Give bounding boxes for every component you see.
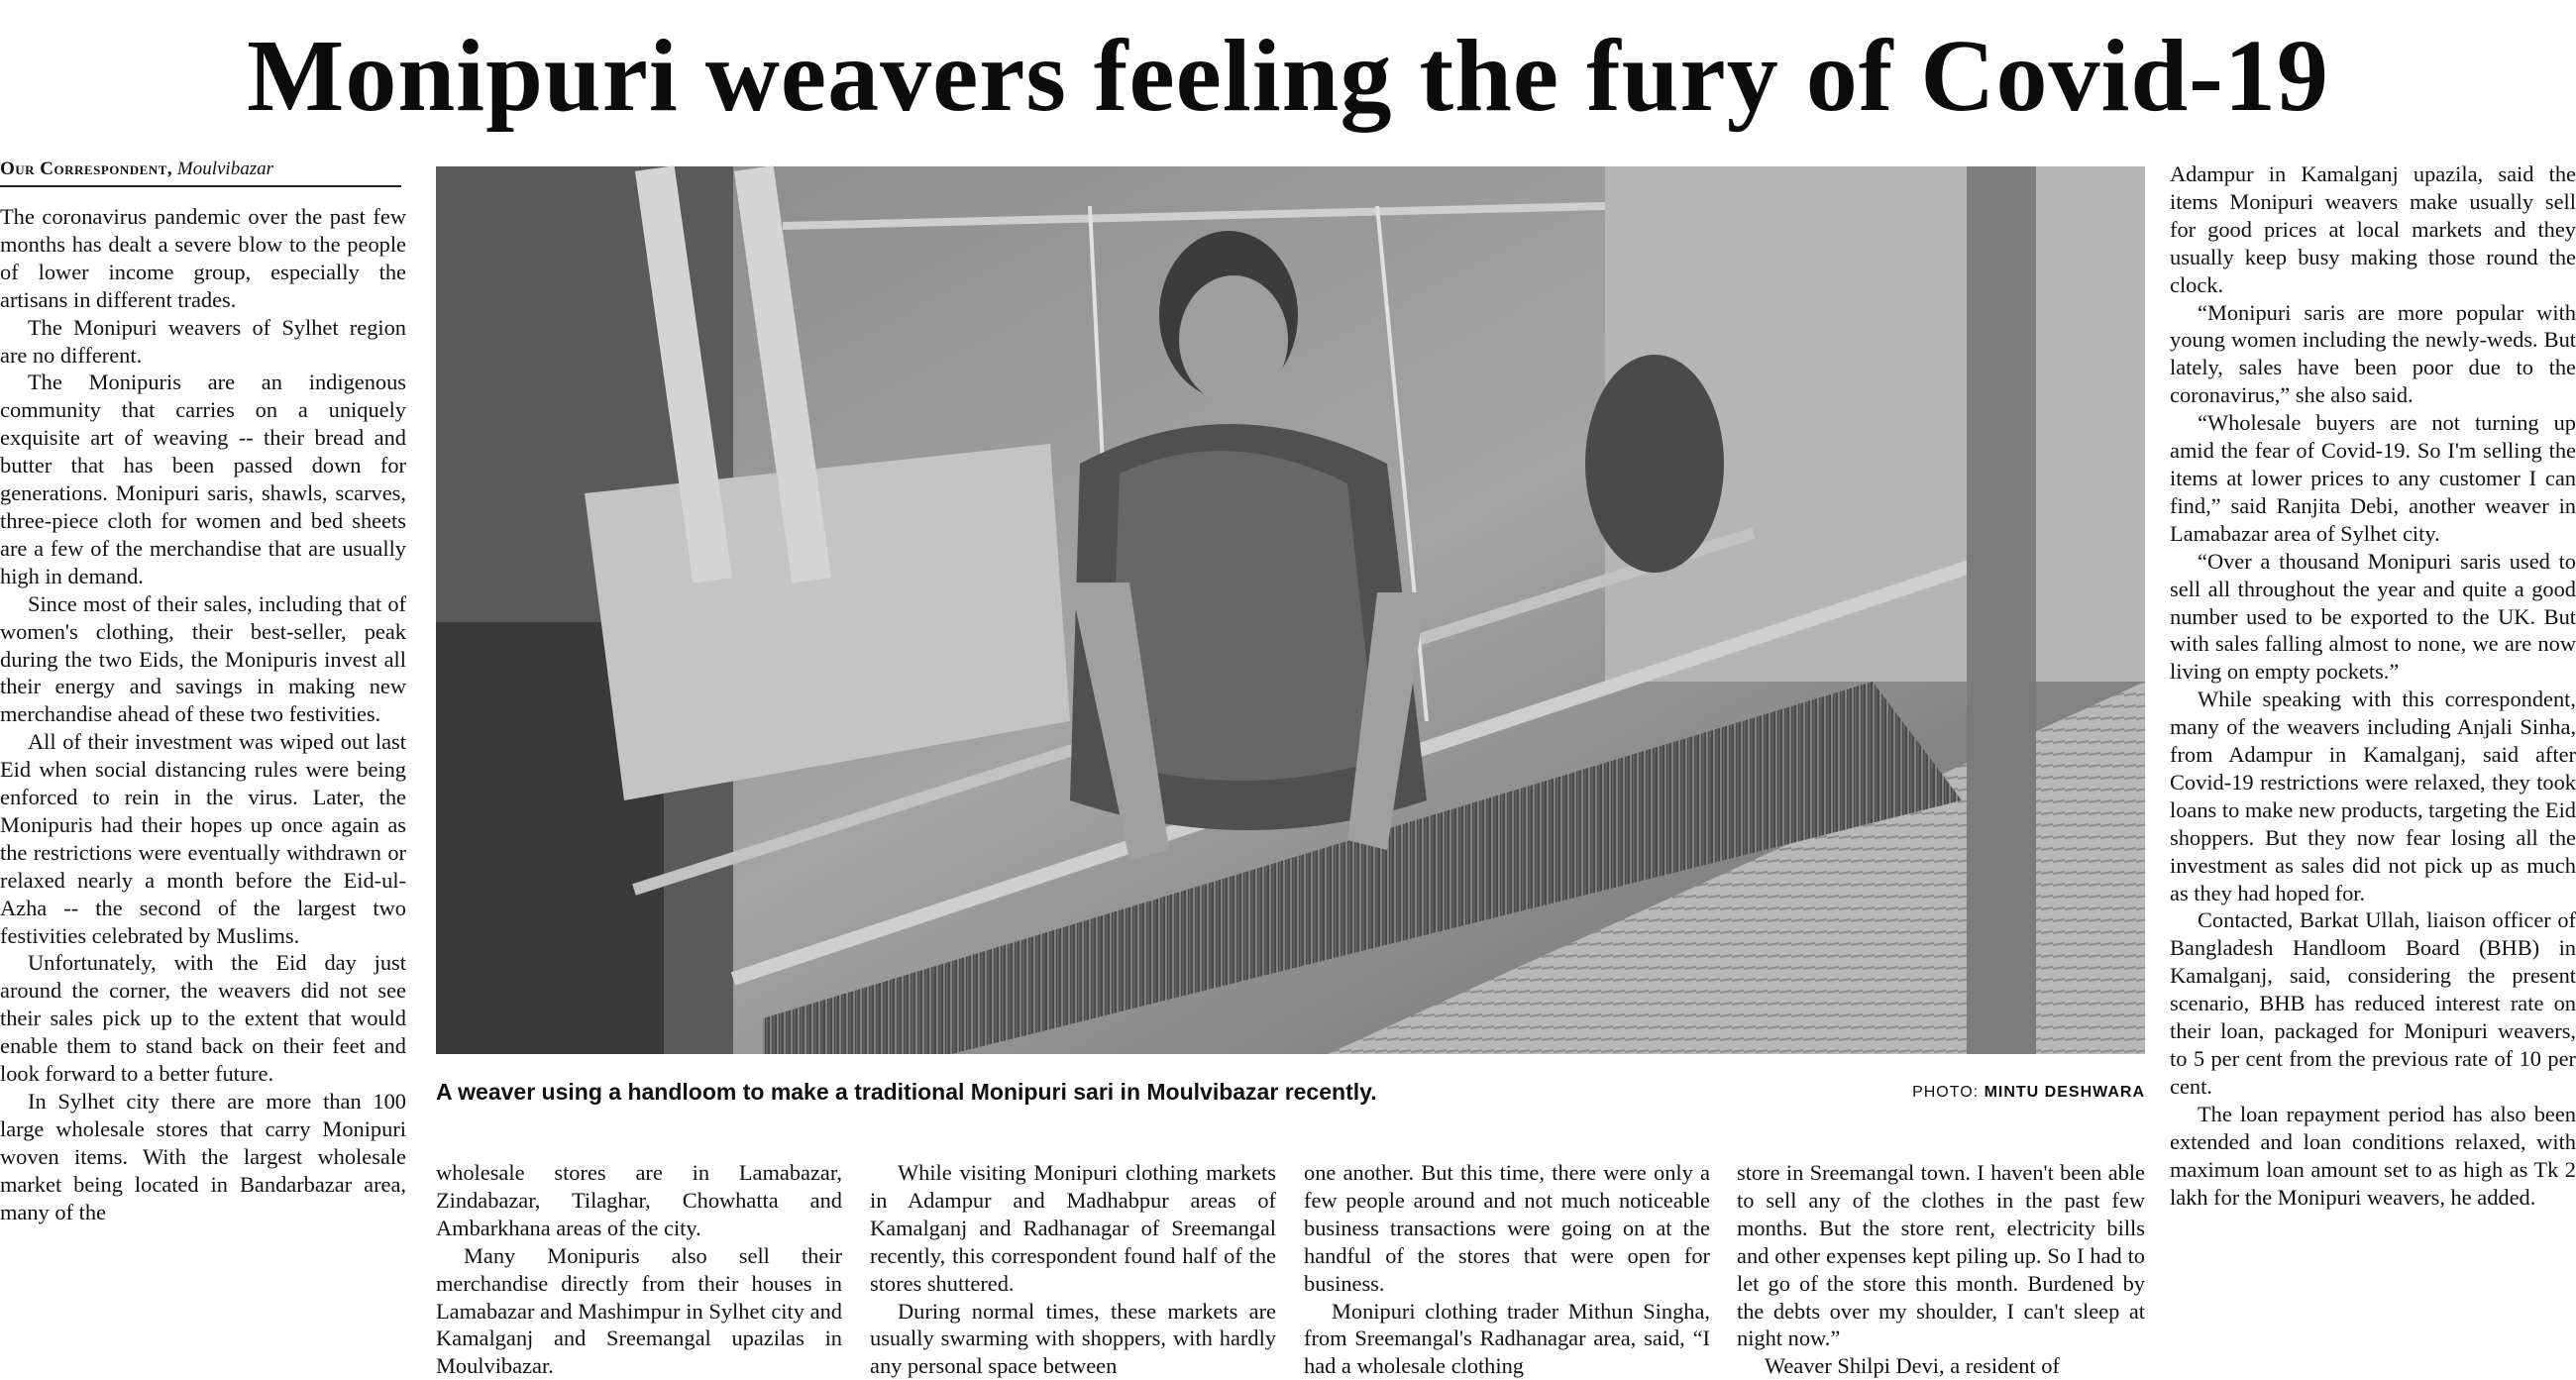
byline-place: Moulvibazar (176, 159, 273, 179)
photo-credit (1843, 1078, 2145, 1108)
paragraph: In Sylhet city there are more than 100 large wholesale stores that carry Monipuri woven items. With the largest wholesale market being located in Bandarbazar area, many of the (0, 1089, 406, 1224)
article-column-6 (2170, 160, 2576, 1363)
article-column-1 (0, 203, 406, 1362)
paragraph: Contacted, Barkat Ullah, liaison officer of Bangladesh Handloom Board (BHB) in Kamalganj, said, considering the present scenario, BHB has reduced interest rate on their loan, packaged for Monipuri weavers, to 5 per cent from the previous rate of 10 per cent. (2170, 907, 2576, 1099)
paragraph: “Monipuri saris are more popular with young women including the newly-weds. But lately, sales have been poor due to the coronavirus,” she also said. (2170, 299, 2576, 408)
paragraph: The coronavirus pandemic over the past few months has dealt a severe blow to the people of lower income group, especially the artisans in different trades. (0, 204, 406, 312)
paragraph: All of their investment was wiped out last Eid when social distancing rules were being enforced to rein in the virus. Later, the Monipuris had their hopes up once again as the restrictions were eventually withdrawn or relaxed nearly a month before the Eid-ul-Azha -- the second of the largest two festivities celebrated by Muslims. (0, 729, 406, 948)
paragraph: Unfortunately, with the Eid day just around the corner, the weavers did not see their sales pick up to the extent that would enable them to stand back on their feet and look forward to a better future. (0, 950, 406, 1087)
photo-credit-name: MINTU DESHWARA (1984, 1084, 2145, 1101)
paragraph: Monipuri clothing trader Mithun Singha, from Sreemangal's Radhanagar area, said, “I had a wholesale clothing (1304, 1298, 1710, 1379)
byline (0, 156, 401, 187)
paragraph: The Monipuris are an indigenous community that carries on a uniquely exquisite art of weaving -- their bread and butter that has been passed down for generations. Monipuri saris, shawls, scarves, three-piece cloth for women and bed sheets are a few of the merchandise that are usually high in demand. (0, 370, 406, 588)
headline: Monipuri weavers feeling the fury of Covid-19 (247, 19, 2329, 133)
paragraph: one another. But this time, there were only a few people around and not much noticeable business transactions were going on at the handful of the stores that were open for business. (1304, 1160, 1710, 1296)
article-column-4 (1304, 1159, 1710, 1379)
paragraph: “Over a thousand Monipuri saris used to sell all throughout the year and quite a good number used to be exported to the UK. But with sales falling almost to none, we are now living on empty pockets.” (2170, 548, 2576, 685)
paragraph: wholesale stores are in Lamabazar, Zindabazar, Tilaghar, Chowhatta and Ambarkhana areas of the city. (436, 1160, 842, 1240)
paragraph: store in Sreemangal town. I haven't been able to sell any of the clothes in the past few months. But the store rent, electricity bills and other expenses kept piling up. So I had to let go of the store this month. Burdened by the debts over my shoulder, I can't sleep at night now.” (1737, 1160, 2145, 1351)
paragraph: The Monipuri weavers of Sylhet region are no different. (0, 314, 406, 368)
article-column-2 (436, 1159, 842, 1379)
paragraph: Many Monipuris also sell their merchandise directly from their houses in Lamabazar and Mashimpur in Sylhet city and Kamalganj and Sreemangal upazilas in Moulvibazar. (436, 1242, 842, 1379)
paragraph: “Wholesale buyers are not turning up amid the fear of Covid-19. So I'm selling the items at lower prices to any customer I can find,” said Ranjita Debi, another weaver in Lamabazar area of Sylhet city. (2170, 410, 2576, 546)
paragraph: While visiting Monipuri clothing markets in Adampur and Madhabpur areas of Kamalganj and Radhanagar of Sreemangal recently, this correspondent found half of the stores shuttered. (870, 1160, 1276, 1296)
paragraph: The loan repayment period has also been extended and loan conditions relaxed, with maximum loan amount set to as high as Tk 2 lakh for the Monipuri weavers, he added. (2170, 1101, 2576, 1210)
article-column-3 (870, 1159, 1276, 1379)
photo-credit-label: PHOTO: (1912, 1084, 1980, 1101)
news-photo-weaver-handloom (436, 166, 2145, 1054)
paragraph: Weaver Shilpi Devi, a resident of (1765, 1353, 2060, 1379)
byline-author: Our Correspondent, (0, 159, 173, 179)
article-column-5 (1737, 1159, 2145, 1379)
paragraph: Adampur in Kamalganj upazila, said the items Monipuri weavers make usually sell for good prices at local markets and they usually keep busy making those round the clock. (2170, 161, 2576, 297)
photo-caption: A weaver using a handloom to make a traditional Monipuri sari in Moulvibazar recently. (436, 1079, 1377, 1105)
paragraph: While speaking with this correspondent, many of the weavers including Anjali Sinha, from Adampur in Kamalganj, said after Covid-19 restrictions were relaxed, they took loans to make new products, targeting the Eid shoppers. But they now fear losing all the investment as sales did not pick up as much as they had hoped for. (2170, 687, 2576, 905)
paragraph: Since most of their sales, including that of women's clothing, their best-seller, peak during the two Eids, the Monipuris invest all their energy and savings in making new merchandise ahead of these two festivities. (0, 590, 406, 727)
paragraph: During normal times, these markets are usually swarming with shoppers, with hardly any personal space between (870, 1298, 1276, 1379)
